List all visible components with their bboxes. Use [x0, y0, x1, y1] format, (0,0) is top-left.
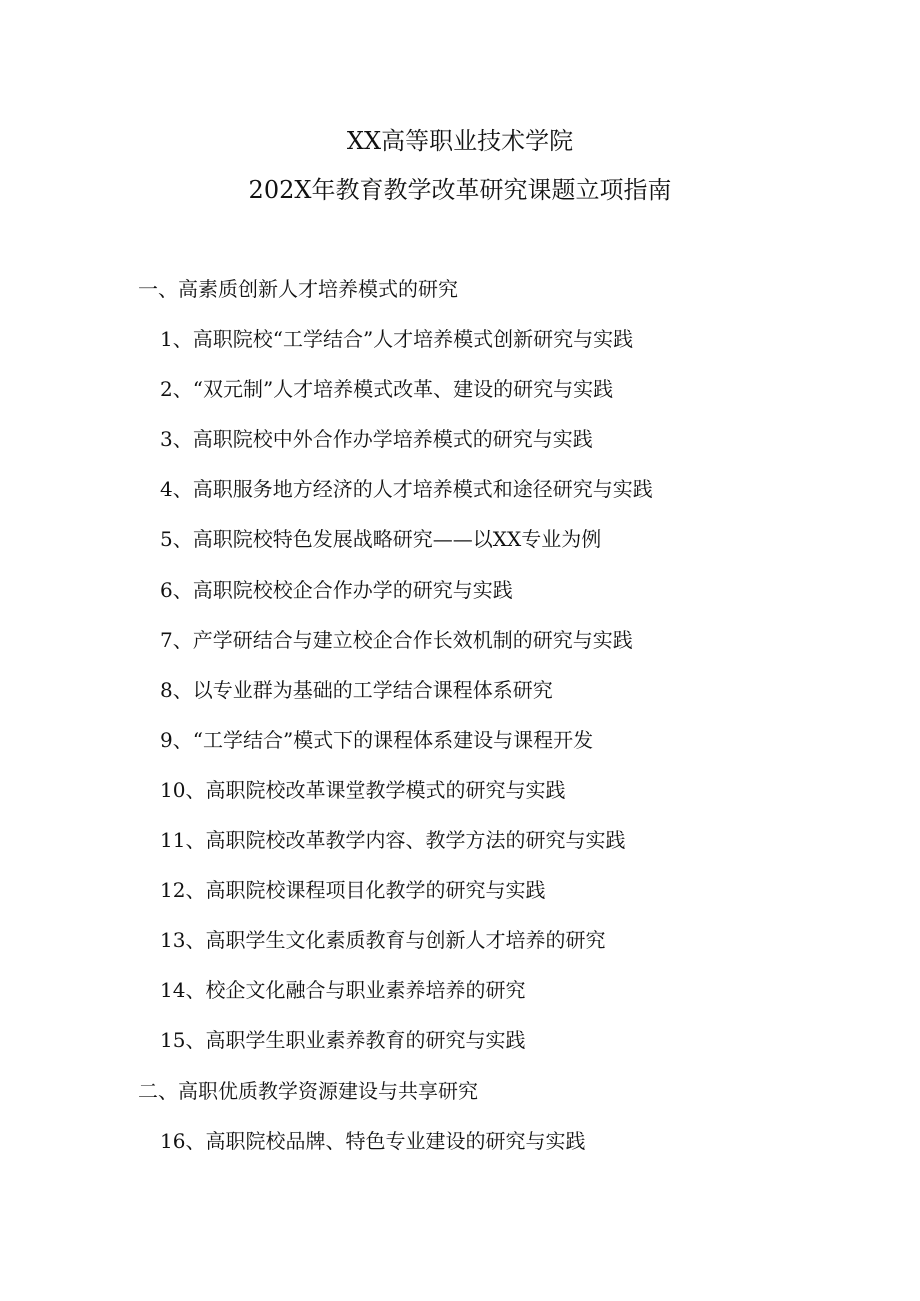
document-title-line1: XX高等职业技术学院 — [346, 127, 574, 155]
topic-item: 9、“工学结合”模式下的课程体系建设与课程开发 — [160, 727, 594, 752]
topic-item: 4、高职服务地方经济的人才培养模式和途径研究与实践 — [160, 477, 653, 502]
topic-item: 13、高职学生文化素质教育与创新人才培养的研究 — [160, 928, 606, 953]
topic-item: 10、高职院校改革课堂教学模式的研究与实践 — [160, 777, 566, 802]
topic-list — [0, 274, 920, 1176]
topic-item: 3、高职院校中外合作办学培养模式的研究与实践 — [160, 427, 593, 452]
section-heading: 二、高职优质教学资源建设与共享研究 — [138, 1078, 478, 1103]
topic-item: 5、高职院校特色发展战略研究——以XX专业为例 — [160, 527, 602, 552]
topic-item: 12、高职院校课程项目化教学的研究与实践 — [160, 878, 546, 903]
topic-item: 7、产学研结合与建立校企合作长效机制的研究与实践 — [160, 627, 633, 652]
topic-item: 6、高职院校校企合作办学的研究与实践 — [160, 577, 513, 602]
topic-item: 15、高职学生职业素养教育的研究与实践 — [160, 1028, 526, 1053]
topic-item: 8、以专业群为基础的工学结合课程体系研究 — [160, 677, 553, 702]
topic-item: 1、高职院校“工学结合”人才培养模式创新研究与实践 — [160, 327, 634, 352]
topic-item: 2、“双元制”人才培养模式改革、建设的研究与实践 — [160, 377, 614, 402]
section-heading: 一、高素质创新人才培养模式的研究 — [138, 277, 458, 301]
topic-item: 16、高职院校品牌、特色专业建设的研究与实践 — [160, 1128, 586, 1153]
topic-item: 11、高职院校改革教学内容、教学方法的研究与实践 — [160, 828, 626, 853]
document-title-line2: 202X年教育教学改革研究课题立项指南 — [248, 176, 672, 204]
topic-item: 14、校企文化融合与职业素养培养的研究 — [160, 978, 526, 1003]
